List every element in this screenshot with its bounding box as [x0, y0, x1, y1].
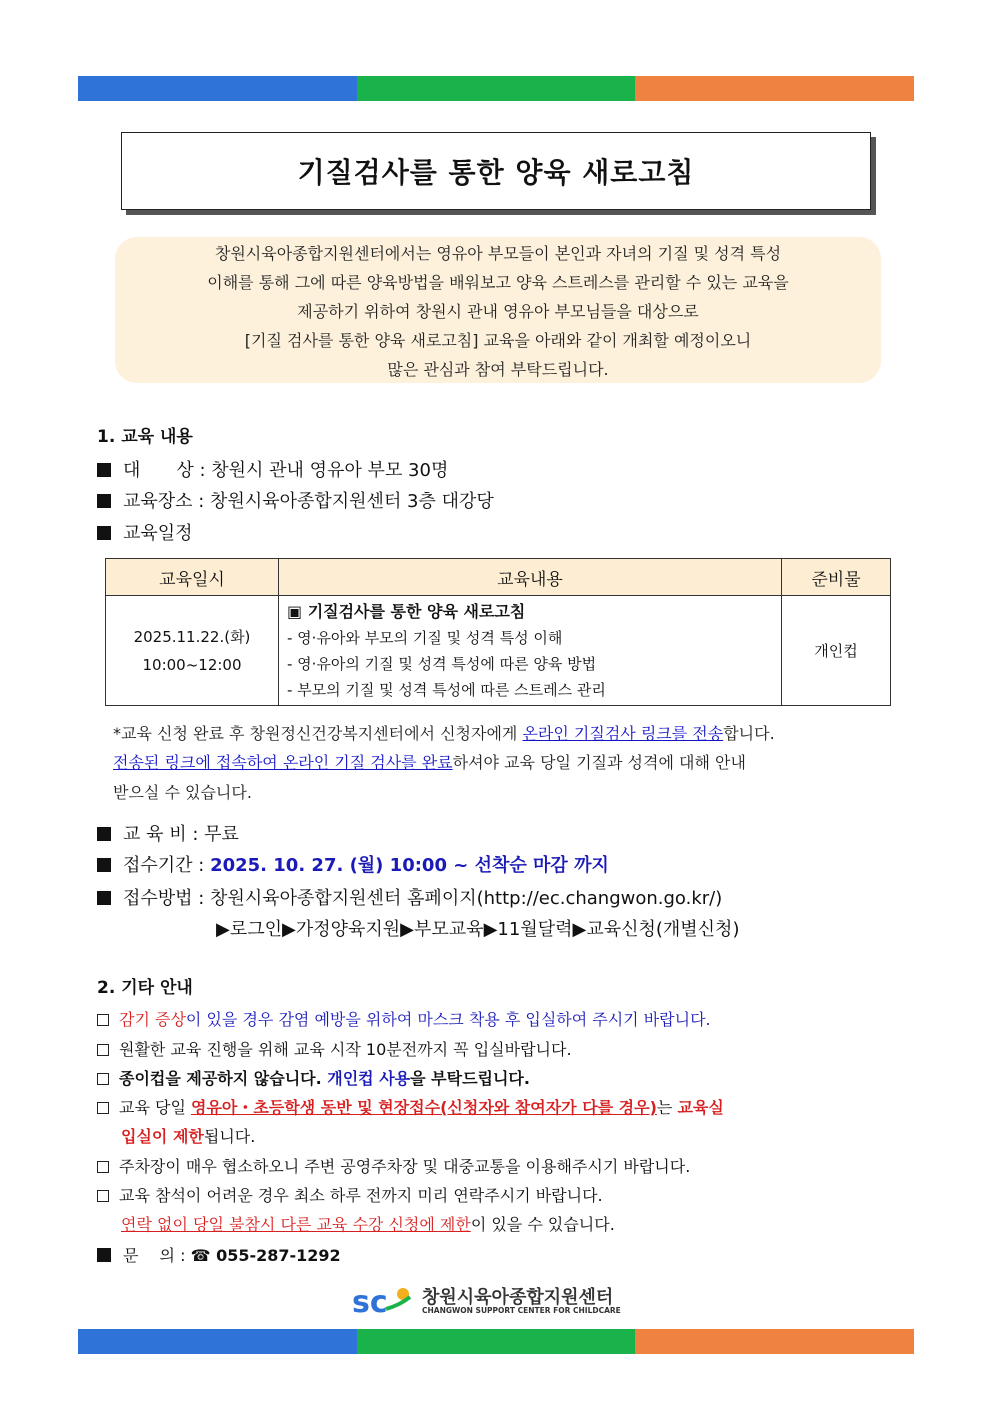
notice-item: 종이컵을 제공하지 않습니다. 개인컵 사용을 부탁드립니다. — [97, 1066, 530, 1089]
intro-line: 많은 관심과 참여 부탁드립니다. — [387, 360, 609, 379]
section1-heading: 1. 교육 내용 — [97, 427, 193, 447]
notice-item-cont: 입실이 제한됩니다. — [121, 1127, 256, 1146]
checkbox-icon — [97, 1161, 109, 1173]
target-line: 대 상 : 창원시 관내 영유아 부모 30명 — [97, 456, 448, 482]
logo-mark-icon — [350, 1283, 414, 1319]
section2-heading: 2. 기타 안내 — [97, 978, 193, 998]
checkbox-icon — [97, 1073, 109, 1085]
notice-item: 원활한 교육 진행을 위해 교육 시작 10분전까지 꼭 입실바랍니다. — [97, 1037, 572, 1060]
intro-line: 제공하기 위하여 창원시 관내 영유아 부모님들을 대상으로 — [297, 302, 699, 321]
square-bullet-icon — [97, 526, 111, 540]
contact-line: 문 의 : ☎ 055-287-1292 — [97, 1243, 341, 1266]
note-line-3: 받으실 수 있습니다. — [113, 783, 252, 802]
svg-text:sc: sc — [352, 1285, 388, 1319]
period-line: 접수기간 : 2025. 10. 27. (월) 10:00 ~ 선착순 마감 까지 — [97, 851, 609, 877]
notice-item: 교육 참석이 어려운 경우 최소 하루 전까지 미리 연락주시기 바랍니다. — [97, 1183, 603, 1206]
checkbox-icon — [97, 1102, 109, 1114]
square-bullet-icon — [97, 891, 111, 905]
method-line: 접수방법 : 창원시육아종합지원센터 홈페이지(http://ec.changwon.go.kr/) — [97, 884, 722, 910]
intro-box — [115, 237, 881, 383]
schedule-label: 교육일정 — [97, 519, 193, 545]
phone-number: ☎ 055-287-1292 — [190, 1246, 341, 1265]
square-bullet-icon — [97, 1248, 111, 1262]
place-line: 교육장소 : 창원시육아종합지원센터 3층 대강당 — [97, 487, 494, 513]
center-logo — [350, 1283, 650, 1319]
intro-line: 창원시육아종합지원센터에서는 영유아 부모들이 본인과 자녀의 기질 및 성격 특성 — [214, 244, 782, 263]
top-color-bar — [78, 76, 914, 101]
square-bullet-icon — [97, 463, 111, 477]
fee-line: 교 육 비 : 무료 — [97, 820, 239, 846]
checkbox-icon — [97, 1190, 109, 1202]
schedule-datetime — [106, 596, 279, 706]
schedule-table — [105, 558, 891, 706]
bottom-color-bar — [78, 1329, 914, 1354]
square-bullet-icon — [97, 494, 111, 508]
intro-line: 이해를 통해 그에 따른 양육방법을 배워보고 양육 스트레스를 관리할 수 있는 교육을 — [207, 273, 789, 292]
application-steps: ▶로그인▶가정양육지원▶부모교육▶11월달력▶교육신청(개별신청) — [216, 919, 740, 940]
content-item: - 영·유아와 부모의 기질 및 성격 특성 이해 — [287, 628, 563, 647]
schedule-content — [279, 596, 782, 706]
table-header: 교육내용 — [279, 559, 782, 596]
content-item: - 부모의 기질 및 성격 특성에 따른 스트레스 관리 — [287, 680, 606, 699]
table-header: 교육일시 — [106, 559, 279, 596]
page-title: 기질검사를 통한 양육 새로고침 — [121, 132, 871, 210]
logo-name-ko: 창원시육아종합지원센터 — [422, 1287, 614, 1308]
schedule-time: 10:00~12:00 — [142, 655, 242, 674]
schedule-date: 2025.11.22.(화) — [133, 627, 251, 646]
checkbox-icon — [97, 1044, 109, 1056]
schedule-materials: 개인컵 — [782, 596, 891, 706]
notice-item: 주차장이 매우 협소하오니 주변 공영주차장 및 대중교통을 이용해주시기 바랍니다. — [97, 1154, 690, 1177]
content-title: ▣ 기질검사를 통한 양육 새로고침 — [287, 601, 526, 621]
note-line-2: 전송된 링크에 접속하여 온라인 기질 검사를 완료하셔야 교육 당일 기질과 성격에 대해 안내 — [113, 753, 746, 772]
intro-line: [기질 검사를 통한 양육 새로고침] 교육을 아래와 같이 개최할 예정이오니 — [244, 331, 752, 350]
notice-item-cont: 연락 없이 당일 불참시 다른 교육 수강 신청에 제한이 있을 수 있습니다. — [121, 1215, 615, 1234]
square-bullet-icon — [97, 858, 111, 872]
table-header: 준비물 — [782, 559, 891, 596]
note-line-1: *교육 신청 완료 후 창원정신건강복지센터에서 신청자에게 온라인 기질검사 링크를 전송합니다. — [113, 724, 775, 743]
square-bullet-icon — [97, 827, 111, 841]
logo-name-en: CHANGWON SUPPORT CENTER FOR CHILDCARE — [422, 1306, 621, 1315]
notice-item: 교육 당일 영유아・초등학생 동반 및 현장접수(신청자와 참여자가 다를 경우)는 교육실 — [97, 1095, 724, 1118]
notice-item: 감기 증상이 있을 경우 감염 예방을 위하여 마스크 착용 후 입실하여 주시기 바랍니다. — [97, 1007, 711, 1030]
checkbox-icon — [97, 1014, 109, 1026]
content-item: - 영·유아의 기질 및 성격 특성에 따른 양육 방법 — [287, 654, 597, 673]
